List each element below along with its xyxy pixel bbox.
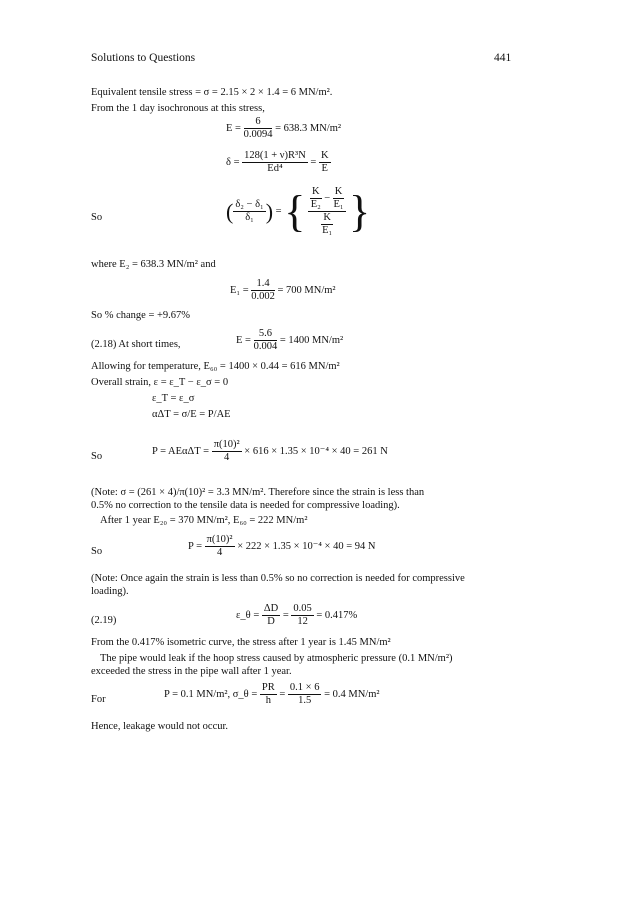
equation-short-time-modulus: E = $\frac{5.6}{0.004}$ = 1400 MN/m²: [236, 328, 344, 352]
equivalent-stress-line: Equivalent tensile stress = σ = 2.15 × 2 × 1.4 = 6 MN/m².: [91, 87, 333, 98]
leak-condition-line-b: exceeded the stress in the pipe wall after 1 year.: [91, 666, 292, 677]
so-label-3: So: [91, 546, 103, 557]
note-1-line-b: 0.5% no correction to the tensile data is needed for compressive loading).: [91, 500, 400, 511]
question-2-18-label: (2.18) At short times,: [91, 339, 181, 350]
equation-e-modulus-1: E = $\frac{6}{0.0094}$ = 638.3 MN/m²: [226, 116, 342, 140]
temperature-allowance-line: Allowing for temperature, E₆₀ = 1400 × 0.44 = 616 MN/m²: [91, 361, 340, 372]
question-2-19-label: (2.19): [91, 615, 117, 626]
strain-equality: ε_T = ε_σ: [152, 393, 195, 404]
equation-hoop-strain: ε_θ = $\frac{\Delta D}{D}$ = $\frac{0.05}{12}$ = 0.417%: [236, 603, 358, 627]
note-2-line-b: loading).: [91, 586, 129, 597]
equation-hoop-stress: P = 0.1 MN/m², σ_θ = $\frac{PR}{h}$ = $\frac{0.1 \times 6}{1.5}$ = 0.4 MN/m²: [164, 682, 380, 706]
equation-force-one-year: P = $\frac{\text{π(10)²}}{4}$ × 222 × 1.35 × 10⁻⁴ × 40 = 94 N: [188, 534, 376, 558]
note-2-line-a: (Note: Once again the strain is less than 0.5% so no correction is needed for compressive: [91, 573, 465, 584]
conclusion-line: Hence, leakage would not occur.: [91, 721, 229, 732]
note-1-line-a: (Note: σ = (261 × 4)/π(10)² = 3.3 MN/m². Therefore since the strain is less than: [91, 487, 425, 498]
isochronous-line: From the 1 day isochronous at this stress,: [91, 103, 265, 114]
so-label-1: So: [91, 212, 103, 223]
page-number: 441: [494, 52, 512, 64]
equation-force-initial: P = AEαΔT = $\frac{\text{π(10)²}}{4}$ × 616 × 1.35 × 10⁻⁴ × 40 = 261 N: [152, 439, 388, 463]
thermal-strain-relation: αΔT = σ/E = P/AE: [152, 409, 231, 420]
running-header-title: Solutions to Questions: [91, 52, 196, 64]
percent-change-line: So % change = +9.67%: [91, 310, 191, 321]
so-label-2: So: [91, 451, 103, 462]
leak-condition-line-a: The pipe would leak if the hoop stress caused by atmospheric pressure (0.1 MN/m²): [100, 653, 453, 664]
equation-deflection: δ = $\frac{\text{128(1 + ν)R³N}}{\text{Ed⁴}}$ = $\frac{K}{E}$: [226, 150, 329, 174]
equation-e1: E₁ = $\frac{1.4}{0.002}$ = 700 MN/m²: [230, 278, 336, 302]
for-label: For: [91, 694, 106, 705]
overall-strain-line: Overall strain, ε = ε_T − ε_σ = 0: [91, 377, 229, 388]
after-one-year-line: After 1 year E₂₀ = 370 MN/m², E₆₀ = 222 MN/m²: [100, 515, 308, 526]
where-line: where E₂ = 638.3 MN/m² and: [91, 259, 216, 270]
isometric-curve-line: From the 0.417% isometric curve, the stress after 1 year is 1.45 MN/m²: [91, 637, 391, 648]
equation-ratio: ( $\frac{\text{δ₂ − δ₁}}{\text{δ₁}}$ ) = { $\frac{K}{\text{E₂}}$ − $\frac{K}{\text{E₁}}$ $\frac{K}{\text{E₁}}$ }: [226, 186, 371, 236]
